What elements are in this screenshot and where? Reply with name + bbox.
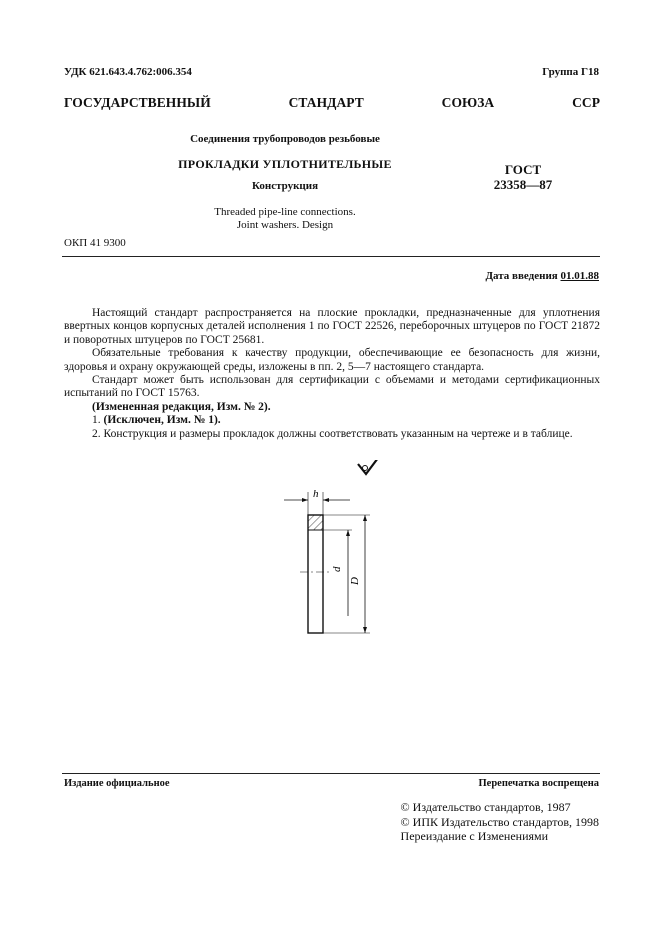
copyright-line-1: © Издательство стандартов, 1987 [400,800,571,814]
standard-subtitle: Конструкция [251,180,319,192]
roughness-mark-icon [358,460,378,474]
washer-hatched-area [308,515,323,530]
paragraph-certification: Стандарт может быть использован для сертификации с объемами и методами сертификационных испытаний по ГОСТ 15763. [64,374,600,400]
label-h: h [313,488,319,500]
label-D: D [349,577,361,585]
label-d: d [331,566,343,572]
reissue-note: Переиздание с Изменениями [400,829,549,843]
body-text [64,307,600,441]
dimension-d [323,530,352,616]
paragraph-amendment-note: (Измененная редакция, Изм. № 2). [92,400,271,413]
header-divider [62,256,600,257]
copyright-line-2: © ИПК Издательство стандартов, 1998 [400,814,599,829]
state-standard-heading: ГОСУДАРСТВЕННЫЙ СТАНДАРТ СОЮЗА ССР [64,95,600,110]
gost-number: 23358—87 [493,177,553,192]
clause-1-number: 1. [92,414,101,427]
copyright-block [401,800,599,844]
english-title-line-1: Threaded pipe-line connections. [214,206,356,218]
washer-section [308,515,323,633]
paragraph-clause-1 [64,414,600,427]
clause-1-text: (Исключен, Изм. № 1). [103,414,221,427]
washer-drawing [270,460,380,645]
gost-designation [488,162,558,192]
paragraph-requirements: Обязательные требования к качеству продукции, обеспечивающие ее безопасность для жизни, здоровья и охрану окружающей среды, изложены в пп. 2, 5—7 настоящего стандарта. [64,347,600,373]
standard-subject: Соединения трубопроводов резьбовые [190,133,380,145]
reprint-prohibited-label: Перепечатка воспрещена [478,778,599,789]
footer-divider [62,773,600,774]
dimension-D [323,515,370,633]
okp-code: ОКП 41 9300 [64,237,126,249]
paragraph-scope: Настоящий стандарт распространяется на плоские прокладки, предназначенные для уплотнения ввертных концов корпусных деталей исполнения 1 по ГОСТ 22526, переборочных штуцеров по ГОСТ 21872 и поворотных штуцеров по ГОСТ 25681. [64,307,600,346]
introduction-date [485,270,599,282]
gost-label: ГОСТ [504,162,542,177]
introduction-date-label: Дата введения [485,270,558,282]
paragraph-clause-2: 2. Конструкция и размеры прокладок должны соответствовать указанным на чертеже и в таблице. [92,427,573,440]
udk-code: УДК 621.643.4.762:006.354 [64,66,192,78]
english-title-line-2: Joint washers. Design [236,219,334,231]
introduction-date-value: 01.01.88 [560,270,599,282]
group-code: Группа Г18 [542,66,599,78]
standard-title: ПРОКЛАДКИ УПЛОТНИТЕЛЬНЫЕ [178,157,392,171]
official-edition-label: Издание официальное [64,778,170,789]
